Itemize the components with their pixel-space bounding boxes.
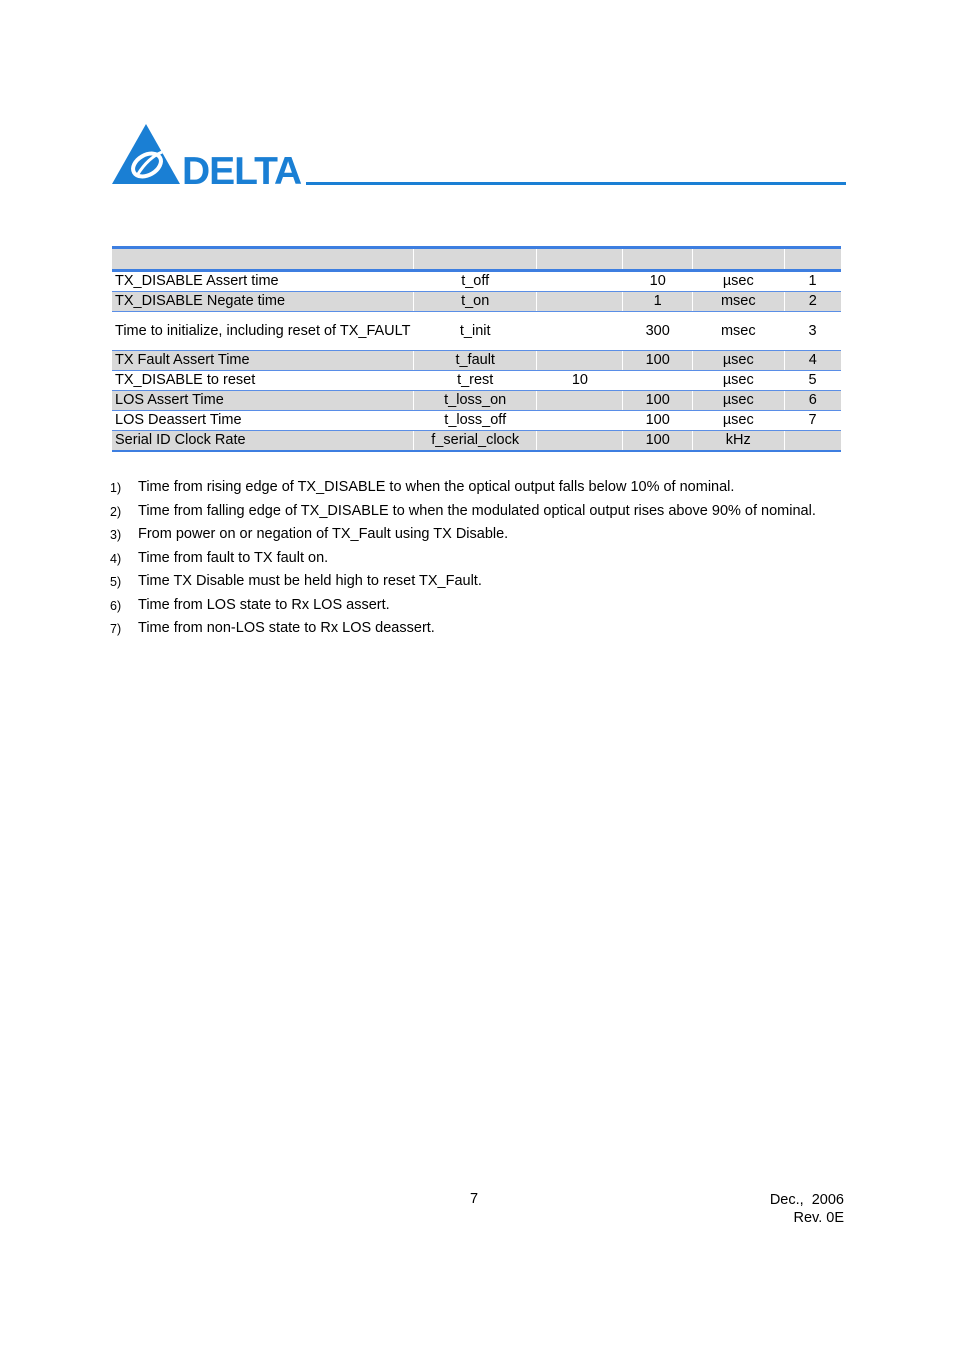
- note-cell: [784, 431, 841, 452]
- footnote-text: Time from falling edge of TX_DISABLE to when the modulated optical output rises above 90% of nominal.: [138, 502, 816, 519]
- footnote-text: From power on or negation of TX_Fault using TX Disable.: [138, 526, 509, 542]
- note-cell: 6: [784, 391, 841, 411]
- min-cell: [537, 312, 623, 351]
- brand-wordmark: DELTA: [182, 150, 302, 186]
- parameter-cell: LOS Assert Time: [112, 391, 414, 411]
- footnote-text: Time TX Disable must be held high to reset TX_Fault.: [138, 573, 482, 589]
- footnote-text: Time from fault to TX fault on.: [138, 549, 329, 566]
- min-cell: [537, 391, 623, 411]
- max-cell: 300: [623, 312, 692, 351]
- min-cell: [537, 271, 623, 292]
- note-cell: 3: [784, 312, 841, 351]
- footnote-number: 6): [110, 598, 122, 613]
- symbol-cell: t_loss_off: [414, 411, 537, 431]
- delta-logo: [110, 122, 304, 186]
- timing-spec-table: [112, 246, 841, 452]
- footnote-number: 2): [110, 504, 122, 519]
- min-cell: [537, 351, 623, 371]
- parameter-cell: Time to initialize, including reset of TX_FAULT: [112, 312, 414, 351]
- footnote-text: Time from non-LOS state to Rx LOS deassert.: [138, 620, 435, 636]
- unit-cell: µsec: [692, 351, 784, 371]
- footnote-text: Time from rising edge of TX_DISABLE to when the optical output falls below 10% of nominal.: [138, 479, 735, 495]
- unit-cell: msec: [692, 292, 784, 312]
- unit-cell: µsec: [692, 371, 784, 391]
- table-header-row: [112, 248, 841, 271]
- symbol-cell: t_loss_on: [414, 391, 537, 411]
- header-cell: [414, 248, 537, 271]
- note-cell: 4: [784, 351, 841, 371]
- footer-revision: Rev. 0E: [793, 1210, 844, 1226]
- note-cell: 7: [784, 411, 841, 431]
- parameter-cell: TX_DISABLE Assert time: [112, 271, 414, 292]
- header-cell: [784, 248, 841, 271]
- symbol-cell: t_rest: [414, 371, 537, 391]
- page-number: 7: [469, 1191, 479, 1207]
- footnote-item: [110, 547, 844, 571]
- unit-cell: kHz: [692, 431, 784, 452]
- table-row: [112, 271, 841, 292]
- footnote-number: 3): [110, 528, 122, 542]
- note-cell: 5: [784, 371, 841, 391]
- parameter-cell: TX_DISABLE to reset: [112, 371, 414, 391]
- parameter-cell: LOS Deassert Time: [112, 411, 414, 431]
- header-cell: [692, 248, 784, 271]
- max-cell: 100: [623, 431, 692, 452]
- unit-cell: msec: [692, 312, 784, 351]
- footer-date: Dec., 2006: [769, 1192, 844, 1208]
- unit-cell: µsec: [692, 271, 784, 292]
- table-row: [112, 431, 841, 452]
- min-cell: [537, 411, 623, 431]
- footnote-number: 7): [110, 622, 122, 636]
- footnote-item: [110, 617, 844, 641]
- max-cell: 100: [623, 391, 692, 411]
- symbol-cell: t_on: [414, 292, 537, 312]
- min-cell: 10: [537, 371, 623, 391]
- footnotes-list: [110, 476, 844, 641]
- max-cell: 100: [623, 351, 692, 371]
- header-cell: [537, 248, 623, 271]
- max-cell: 100: [623, 411, 692, 431]
- header-cell: [623, 248, 692, 271]
- footnote-number: 1): [110, 481, 122, 495]
- footnote-number: 4): [110, 551, 122, 566]
- min-cell: [537, 431, 623, 452]
- footnote-number: 5): [110, 575, 122, 589]
- min-cell: [537, 292, 623, 312]
- table-row: [112, 351, 841, 371]
- max-cell: 1: [623, 292, 692, 312]
- symbol-cell: t_fault: [414, 351, 537, 371]
- footnote-item: [110, 594, 844, 618]
- table-row: [112, 391, 841, 411]
- unit-cell: µsec: [692, 411, 784, 431]
- table-row: [112, 411, 841, 431]
- table-row: [112, 292, 841, 312]
- footnote-text: Time from LOS state to Rx LOS assert.: [138, 596, 390, 613]
- table-row: [112, 371, 841, 391]
- footnote-item: [110, 476, 844, 500]
- table-row: [112, 312, 841, 351]
- max-cell: [623, 371, 692, 391]
- parameter-cell: Serial ID Clock Rate: [112, 431, 414, 452]
- symbol-cell: t_off: [414, 271, 537, 292]
- unit-cell: µsec: [692, 391, 784, 411]
- note-cell: 2: [784, 292, 841, 312]
- footer-info: [770, 1191, 844, 1227]
- parameter-cell: TX Fault Assert Time: [112, 351, 414, 371]
- max-cell: 10: [623, 271, 692, 292]
- parameter-cell: TX_DISABLE Negate time: [112, 292, 414, 312]
- symbol-cell: f_serial_clock: [414, 431, 537, 452]
- symbol-cell: t_init: [414, 312, 537, 351]
- footnote-item: [110, 523, 844, 547]
- footnote-item: [110, 500, 844, 524]
- header-cell: [112, 248, 414, 271]
- footnote-item: [110, 570, 844, 594]
- note-cell: 1: [784, 271, 841, 292]
- header-rule: [306, 182, 846, 185]
